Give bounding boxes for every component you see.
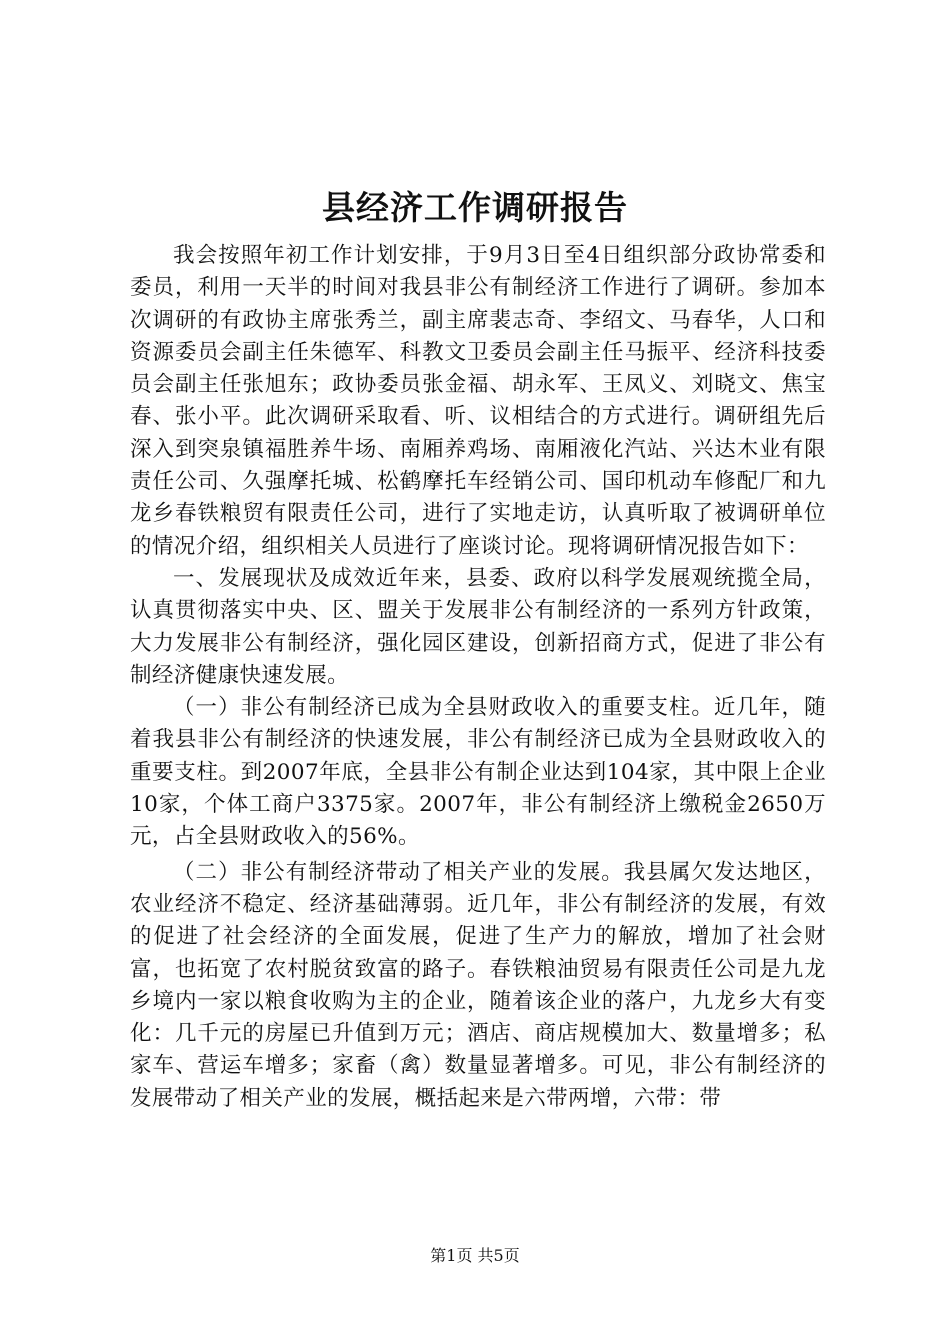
paragraph-subsection-two: （二）非公有制经济带动了相关产业的发展。我县属欠发达地区，农业经济不稳定、经济基础薄弱。近几年，非公有制经济的发展，有效的促进了社会经济的全面发展，促进了生产力的解放，增加了社会财富，也拓宽了农村脱贫致富的路子。春铁粮油贸易有限责任公司是九龙乡境内一家以粮食收购为主的企业，随着该企业的落户，九龙乡大有变化：几千元的房屋已升值到万元；酒店、商店规模加大、数量增多；私家车、营运车增多；家畜（禽）数量显著增多。可见，非公有制经济的发展带动了相关产业的发展，概括起来是六带两增，六带：带 (130, 859, 826, 1111)
paragraph-subsection-one: （一）非公有制经济已成为全县财政收入的重要支柱。近几年，随着我县非公有制经济的快速发展，非公有制经济已成为全县财政收入的重要支柱。到2007年底，全县非公有制企业达到104家，其中限上企业10家，个体工商户3375家。2007年，非公有制经济上缴税金2650万元，占全县财政收入的56%。 (130, 695, 826, 850)
page-footer: 第1页 共5页 (430, 1246, 520, 1265)
paragraph-intro: 我会按照年初工作计划安排，于9月3日至4日组织部分政协常委和委员，利用一天半的时间对我县非公有制经济工作进行了调研。参加本次调研的有政协主席张秀兰，副主席裴志奇、李绍文、马春华，人口和资源委员会副主任朱德军、科教文卫委员会副主任马振平、经济科技委员会副主任张旭东；政协委员张金福、胡永军、王凤义、刘晓文、焦宝春、张小平。此次调研采取看、听、议相结合的方式进行。调研组先后深入到突泉镇福胜养牛场、南厢养鸡场、南厢液化汽站、兴达木业有限责任公司、久强摩托城、松鹤摩托车经销公司、国印机动车修配厂和九龙乡春铁粮贸有限责任公司，进行了实地走访，认真听取了被调研单位的情况介绍，组织相关人员进行了座谈讨论。现将调研情况报告如下： (130, 243, 826, 559)
paragraph-section-one: 一、发展现状及成效近年来，县委、政府以科学发展观统揽全局，认真贯彻落实中央、区、盟关于发展非公有制经济的一系列方针政策，大力发展非公有制经济，强化园区建设，创新招商方式，促进了非公有制经济健康快速发展。 (130, 565, 826, 688)
document-body (130, 240, 826, 1115)
document-title: 县经济工作调研报告 (322, 188, 628, 227)
